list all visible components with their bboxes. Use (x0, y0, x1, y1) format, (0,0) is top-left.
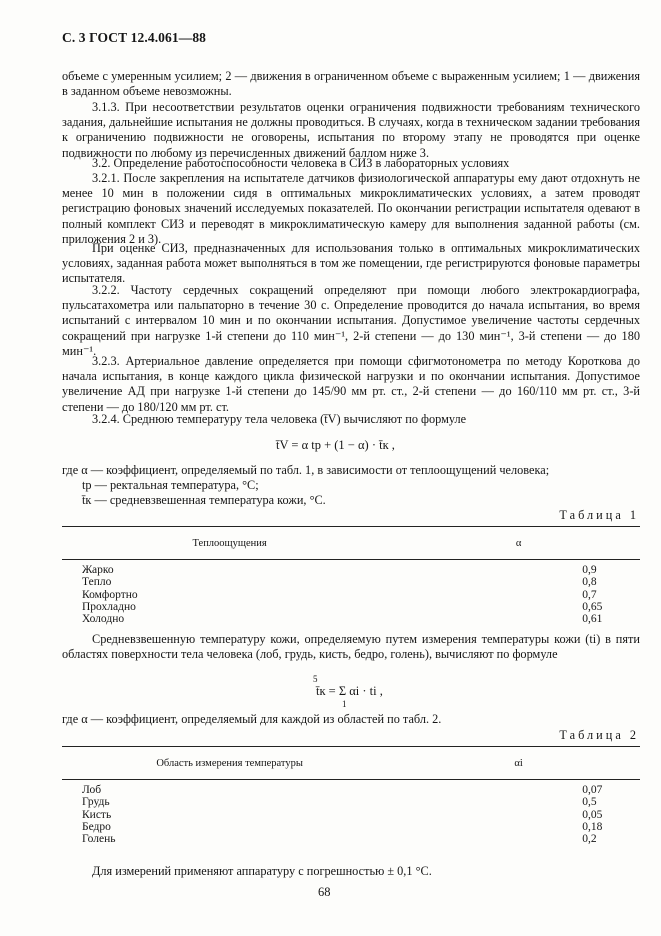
paragraph-3-2-4: 3.2.4. Среднюю температуру тела человека (t̄V) вычисляют по формуле (92, 412, 467, 426)
table-row (62, 809, 640, 821)
paragraph-3-2-3: 3.2.3. Артериальное давление определяется при помощи сфигмотонометра по методу Короткова до начала испытания, в конце каждого цикла физической нагрузки и по окончании испытания. Допустимое увеличение АД при нагрузке 1-й степени до 145/90 мм рт. ст., 2-й степени — до 160/110 мм рт. ст., 3-й степени — до 180/120 мм рт. ст. (62, 354, 640, 414)
paragraph-3-2-1: 3.2.1. После закрепления на испытателе датчиков физиологической аппаратуры ему дают отдохнуть не менее 10 мин в положении сидя в оптимальных микроклиматических условиях, а затем проводят регистрацию фоновых значений исследуемых показателей. По окончании регистрации испытателя одевают в полный комплект СИЗ и переводят в микроклиматическую камеру для выполнения заданной работы (см. приложения 2 и 3). (62, 171, 640, 246)
table-row (62, 833, 640, 845)
table-2-header-alpha-i: αi (397, 747, 640, 780)
table-cell-value: 0,9 (582, 564, 597, 576)
formula-mean-skin-temperature: t̄к = Σ αi · ti , (316, 684, 383, 698)
table-2-caption: Таблица 2 (559, 728, 639, 742)
definition-alpha: где α — коэффициент, определяемый по табл. 1, в зависимости от теплоощущений человека; (62, 463, 550, 477)
paragraph-3-1-3: 3.1.3. При несоответствии результатов оценки ограничения подвижности требованиям технического задания, дальнейшие испытания не должны проводиться. В случаях, когда в техническом задании требования к ограничению подвижности не оговорены, испытания по второму этапу не проводятся при оценке подвижности по любому из перечисленных движений баллом ниже 3. (62, 100, 640, 160)
formula-sum-upper-limit: 5 (313, 674, 318, 684)
formula-sum-lower-limit: 1 (342, 699, 347, 709)
table-row (62, 780, 640, 797)
table-cell-name: Бедро (82, 820, 111, 833)
formula-mean-body-temperature: t̄V = α tр + (1 − α) · t̄к , (276, 438, 395, 452)
table-cell-value: 0,05 (582, 808, 603, 821)
paragraph-3-2-1-b: При оценке СИЗ, предназначенных для использования только в оптимальных микроклиматических условиях, заданная работа может выполняться в том же помещении, где регистрируются фоновые параметры испытателя. (62, 241, 640, 286)
formula-definitions (62, 463, 640, 509)
table-cell-value: 0,8 (582, 576, 597, 589)
table-row (62, 601, 640, 613)
paragraph-3-2-2: 3.2.2. Частоту сердечных сокращений определяют при помощи любого электрокардиографа, пульсатахометра или пальпаторно в течение 30 с. Определение проводится до начала испытания, во время испытаний с интервалом 10 мин и по окончании испытания. Допустимое увеличение частоты сердечных сокращений при нагрузке 1-й степени до 110 мин⁻¹, 2-й степени — до 130 мин⁻¹, 3-й степени — до 180 мин⁻¹. (62, 283, 640, 358)
table-cell-name: Лоб (82, 784, 102, 796)
table-cell-value: 0,5 (582, 796, 597, 809)
table-cell-name: Жарко (82, 564, 114, 576)
table-cell-value: 0,65 (582, 600, 603, 613)
paragraph-measurement-accuracy: Для измерений применяют аппаратуру с погрешностью ± 0,1 °С. (92, 864, 432, 878)
table-1-caption: Таблица 1 (559, 508, 639, 522)
table-cell-name: Холодно (82, 613, 125, 626)
table-cell-value: 0,2 (582, 833, 597, 846)
table-row (62, 589, 640, 601)
definition-skin-temperature: t̄к — средневзвешенная температура кожи, °С. (82, 493, 326, 508)
table-cell-name: Комфортно (82, 588, 138, 601)
table-header-row (62, 527, 640, 560)
page-number: 68 (318, 885, 331, 899)
definition-alpha-2: где α — коэффициент, определяемый для каждой из областей по табл. 2. (62, 712, 442, 726)
table-header-row (62, 747, 640, 780)
table-2-header-area: Область измерения температуры (62, 747, 397, 780)
table-1-header-sensation: Теплоощущения (62, 527, 397, 560)
table-cell-name: Тепло (82, 576, 112, 589)
table-row (62, 613, 640, 625)
table-row (62, 821, 640, 833)
table-cell-name: Кисть (82, 808, 112, 821)
page-header: С. 3 ГОСТ 12.4.061—88 (62, 30, 207, 45)
paragraph-skin-temperature: Средневзвешенную температуру кожи, определяемую путем измерения температуры кожи (ti) в пяти областях поверхности тела человека (лоб, грудь, кисть, бедро, голень), вычисляют по формуле (62, 632, 640, 662)
table-cell-value: 0,61 (582, 613, 603, 626)
table-1-header-alpha: α (397, 527, 640, 560)
table-2 (62, 746, 640, 845)
table-1 (62, 526, 640, 625)
paragraph-3-2: 3.2. Определение работоспособности человека в СИЗ в лабораторных условиях (92, 156, 510, 170)
table-cell-value: 0,07 (582, 784, 603, 796)
table-cell-value: 0,7 (582, 588, 597, 601)
table-row (62, 560, 640, 577)
definition-rectal-temperature: tр — ректальная температура, °С; (82, 478, 259, 493)
table-cell-value: 0,18 (582, 820, 603, 833)
table-cell-name: Грудь (82, 796, 110, 809)
table-row (62, 576, 640, 588)
table-cell-name: Голень (82, 833, 116, 846)
table-cell-name: Прохладно (82, 600, 136, 613)
table-row (62, 796, 640, 808)
paragraph-continuation: объеме с умеренным усилием; 2 — движения в ограниченном объеме с выраженным усилием; 1 — движения в заданном объеме невозможны. (62, 69, 640, 99)
